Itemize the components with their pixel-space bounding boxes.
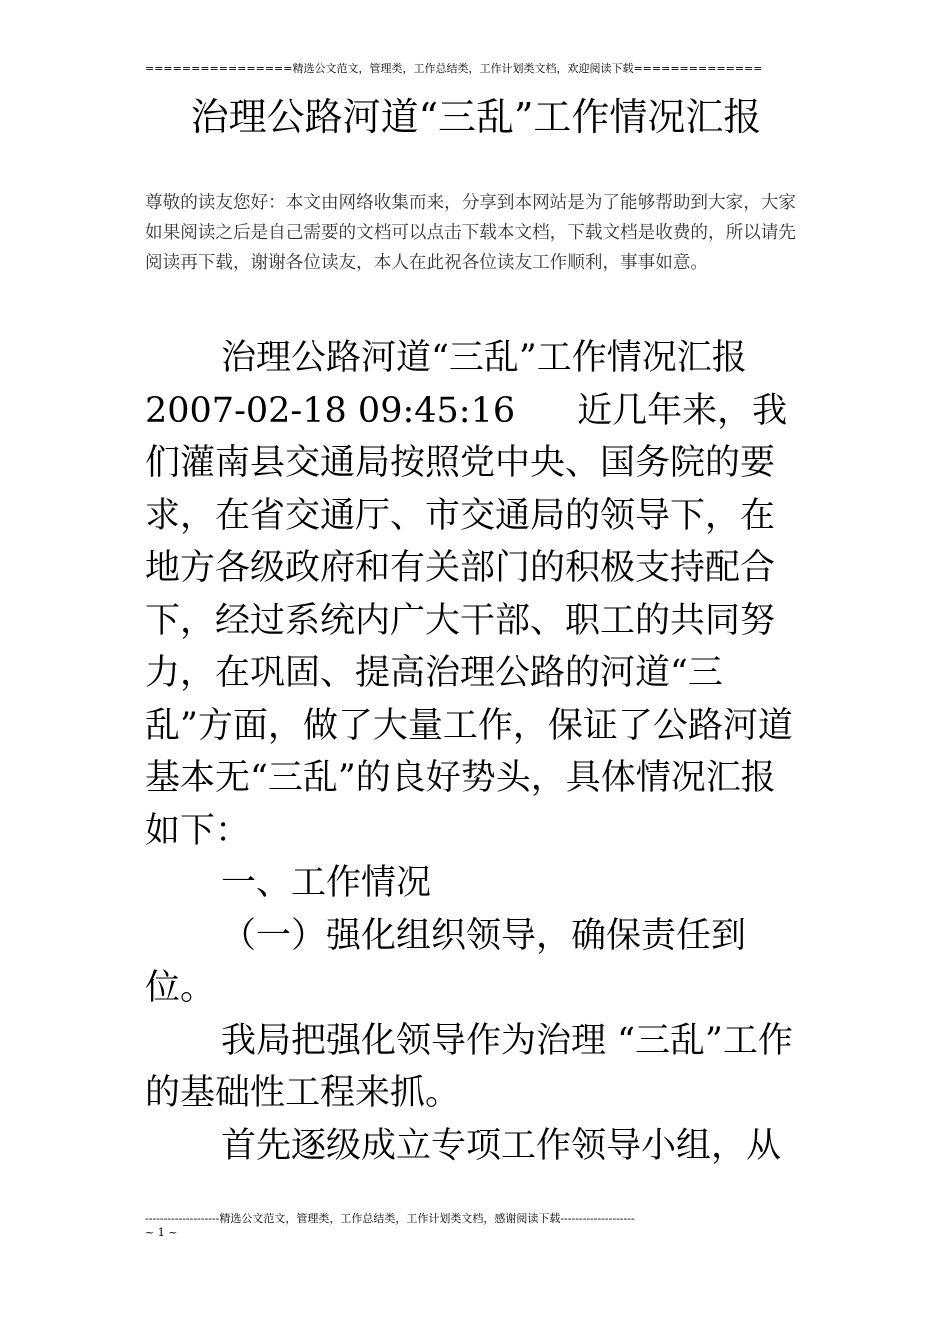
- subsection-heading: （一）强化组织领导，确保责任到位。: [145, 915, 747, 1008]
- document-body: [145, 332, 807, 1178]
- body-timestamp: 2007-02-18 09:45:16: [145, 390, 516, 431]
- header-banner: ================精选公文范文，管理类，工作总结类，工作计划类文档，欢迎阅读下载==============: [145, 62, 763, 75]
- preface-note: 尊敬的读友您好：本文由网络收集而来，分享到本网站是为了能够帮助到大家，大家如果阅读之后是自己需要的文档可以点击下载本文档，下载文档是收费的，所以请先阅读再下载，谢谢各位读友，本人在此祝各位读友工作顺利，事事如意。: [145, 193, 796, 273]
- body-intro: 近几年来，我们灌南县交通局按照党中央、国务院的要求，在省交通厅、市交通局的领导下，在地方各级政府和有关部门的积极支持配合下，经过系统内广大干部、职工的共同努力，在巩固、提高治理公路的河道“三乱”方面，做了大量工作，保证了公路河道基本无“三乱”的良好势头，具体情况汇报如下：: [145, 390, 793, 851]
- document-title: 治理公路河道“三乱”工作情况汇报: [190, 95, 762, 139]
- section-heading: 一、工作情况: [221, 863, 432, 903]
- page-number: ~ 1 ~: [145, 1226, 178, 1239]
- body-heading: 治理公路河道“三乱”工作情况汇报: [221, 338, 747, 378]
- body-opening: [145, 332, 807, 857]
- footer-banner: --------------------精选公文范文，管理类，工作总结类，工作计划类文档，感谢阅读下载--------------------: [145, 1212, 635, 1225]
- body-paragraph: 首先逐级成立专项工作领导小组，从: [221, 1125, 782, 1166]
- body-paragraph: 我局把强化领导作为治理 “三乱”工作的基础性工程来抓。: [145, 1020, 793, 1113]
